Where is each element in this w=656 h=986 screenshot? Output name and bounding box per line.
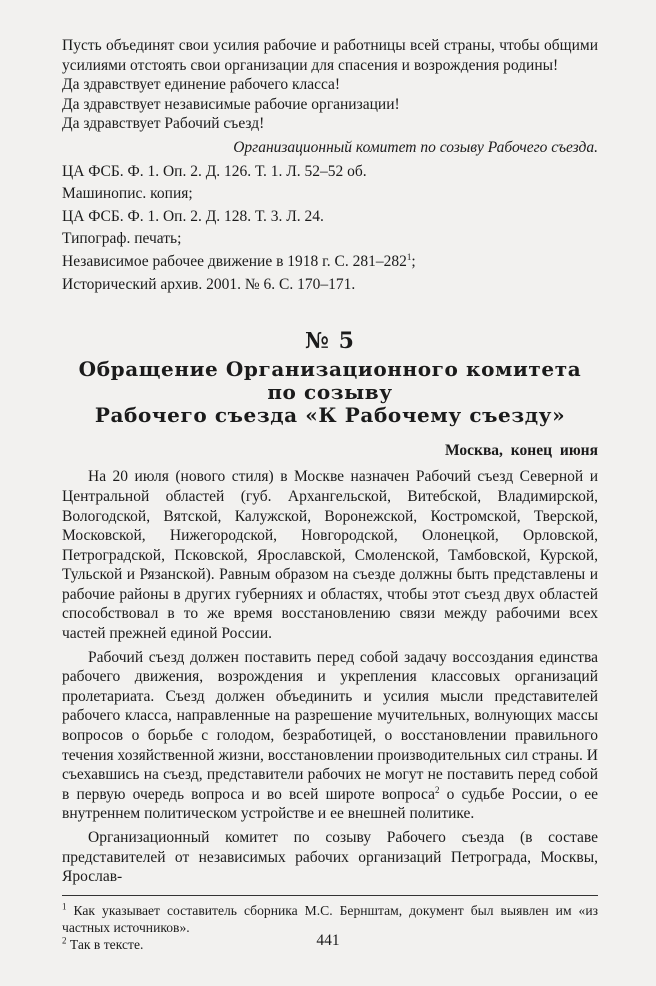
source-2: Машинопис. копия;: [62, 185, 193, 203]
body-paragraph-3: Организационный комитет по созыву Рабочего съезда (в составе представителей от независимых рабочих организаций Петрограда, Москвы, Ярослав-: [62, 829, 598, 886]
slogan-3: Да здравствует Рабочий съезд!: [62, 115, 265, 133]
footnote-2-text: Так в тексте.: [69, 936, 144, 952]
footnote-ref-2[interactable]: 2: [434, 784, 440, 795]
source-5: Независимое рабочее движение в 1918 г. С. $281-282^1$;: [62, 251, 416, 270]
body-paragraph-2: [62, 648, 598, 824]
body-paragraph-1-text: На 20 июля (нового стиля) в Москве назначен Рабочий съезд Северной и Центральной областей (губ. Архангельской, Витебской, Владимирской, Вологодской, Вятской, Калужской, Воронежской, Костромской, Тверской, Московской, Нижегородской, Новгородской, Олонецкой, Орловской, Петроградской, Псковской, Ярославской, Смоленской, Тамбовской, Курской, Тульской и Рязанской). Равным образом на съезде должны быть представлены и рабочие районы в других губерниях и областях, чтобы этот съезд двух областей способствовал в то же время восстановлению связи между рабочими всех частей прежней единой России.: [62, 468, 598, 643]
source-5-text: Независимое рабочее движение в 1918 г. С. 281–282: [62, 252, 407, 270]
source-3: ЦА ФСБ. Ф. 1. Оп. 2. Д. 128. Т. 3. Л. 24.: [62, 207, 324, 225]
document-body: [62, 467, 598, 886]
document-title: [62, 358, 598, 427]
page-number: 441: [316, 932, 340, 949]
body-paragraph-1: [62, 467, 598, 643]
document-page: [62, 36, 598, 953]
body-paragraph-2-tail: о судьбе России, о ее внутреннем политическом устройстве и ее внешней политике.: [62, 785, 599, 823]
source-1: ЦА ФСБ. Ф. 1. Оп. 2. Д. 126. Т. 1. Л. 52–52 об.: [62, 162, 367, 180]
footnote-2-mark: 2: [62, 935, 67, 946]
source-4: Типограф. печать;: [62, 230, 182, 248]
document-title-line-1: Обращение Организационного комитета по созыву: [78, 356, 582, 404]
slogan-1: Да здравствует единение рабочего класса!: [62, 76, 341, 94]
source-6: Исторический архив. 2001. № 6. С. 170–171.: [62, 275, 356, 293]
body-paragraph-2-text: Рабочий съезд должен поставить перед собой задачу воссоздания единства рабочего движения, возрождения и укрепления классовых организаций пролетариата. Съезд должен объединить и усилия мысли представителей рабочего класса, направленные на разрешение мучительных, волнующих массы вопросов о борьбе с голодом, безработицей, о восстановлении правильного течения хозяйственной жизни, восстановлении производительных сил страны. И съехавшись на съезд, представители рабочих не могут не поставить перед собой в первую очередь вопроса и во всей широте вопроса: [62, 648, 598, 803]
footnote-1: [62, 902, 598, 936]
document-title-line-2: Рабочего съезда «К Рабочему съезду»: [94, 402, 566, 427]
sources-list: [62, 162, 598, 295]
footnote-ref-1[interactable]: 1: [406, 251, 412, 262]
slogan-2: Да здравствует независимые рабочие организации!: [62, 95, 400, 113]
footnote-1-text: Как указывает составитель сборника М.С. Бернштам, документ был выявлен им «из частных источников».: [62, 902, 598, 935]
footnote-1-mark: 1: [62, 901, 67, 912]
signature: Организационный комитет по созыву Рабочего съезда.: [233, 138, 598, 156]
place-date: Москва, конец июня: [444, 441, 598, 459]
slogans: [62, 75, 598, 134]
document-number: № 5: [305, 328, 355, 355]
intro-paragraph: Пусть объединят свои усилия рабочие и работницы всей страны, чтобы общими усилиями отстоять свои организации для спасения и возрождения родины!: [62, 37, 598, 74]
